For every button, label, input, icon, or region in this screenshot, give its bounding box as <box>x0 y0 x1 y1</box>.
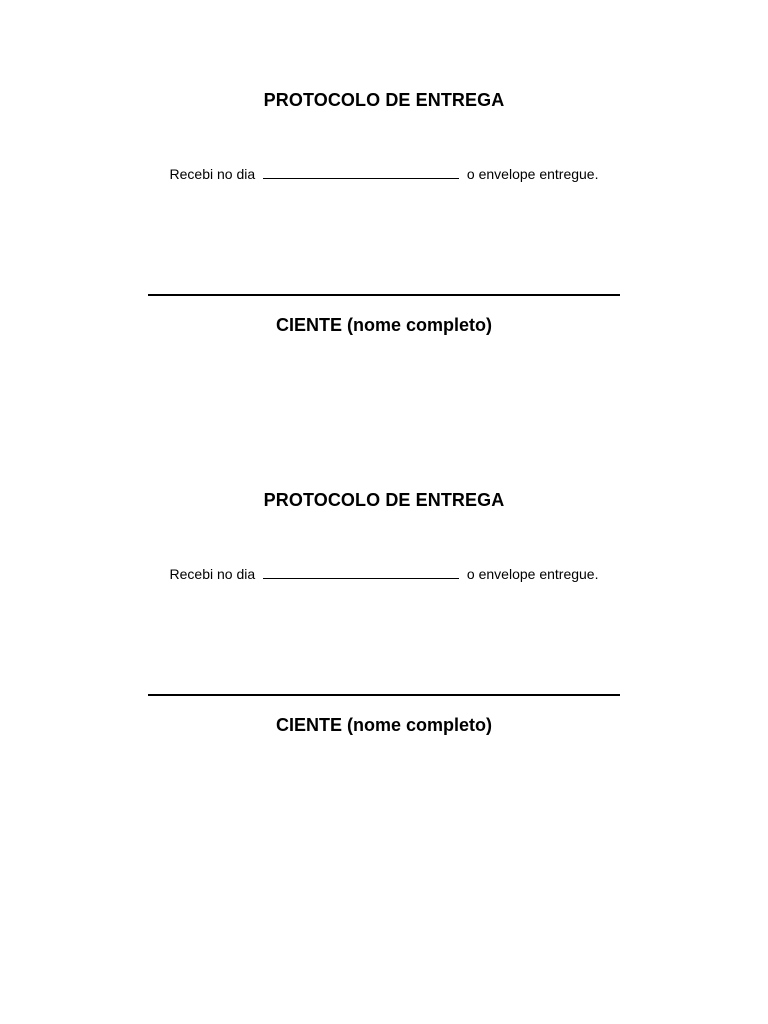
receipt-suffix: o envelope entregue. <box>466 166 599 182</box>
receipt-statement <box>0 164 768 184</box>
signature-line[interactable] <box>148 294 620 296</box>
delivery-protocol-1 <box>0 0 768 400</box>
receipt-statement <box>0 564 768 584</box>
signature-line[interactable] <box>148 694 620 696</box>
receipt-prefix: Recebi no dia <box>169 566 256 582</box>
delivery-protocol-2 <box>0 400 768 800</box>
signature-label: CIENTE (nome completo) <box>275 715 492 735</box>
protocol-title: PROTOCOLO DE ENTREGA <box>263 490 505 510</box>
receipt-suffix: o envelope entregue. <box>466 566 599 582</box>
protocol-title: PROTOCOLO DE ENTREGA <box>263 90 505 110</box>
receipt-prefix: Recebi no dia <box>169 166 256 182</box>
date-blank-field[interactable] <box>263 565 459 579</box>
date-blank-field[interactable] <box>263 165 459 179</box>
signature-label: CIENTE (nome completo) <box>275 315 492 335</box>
